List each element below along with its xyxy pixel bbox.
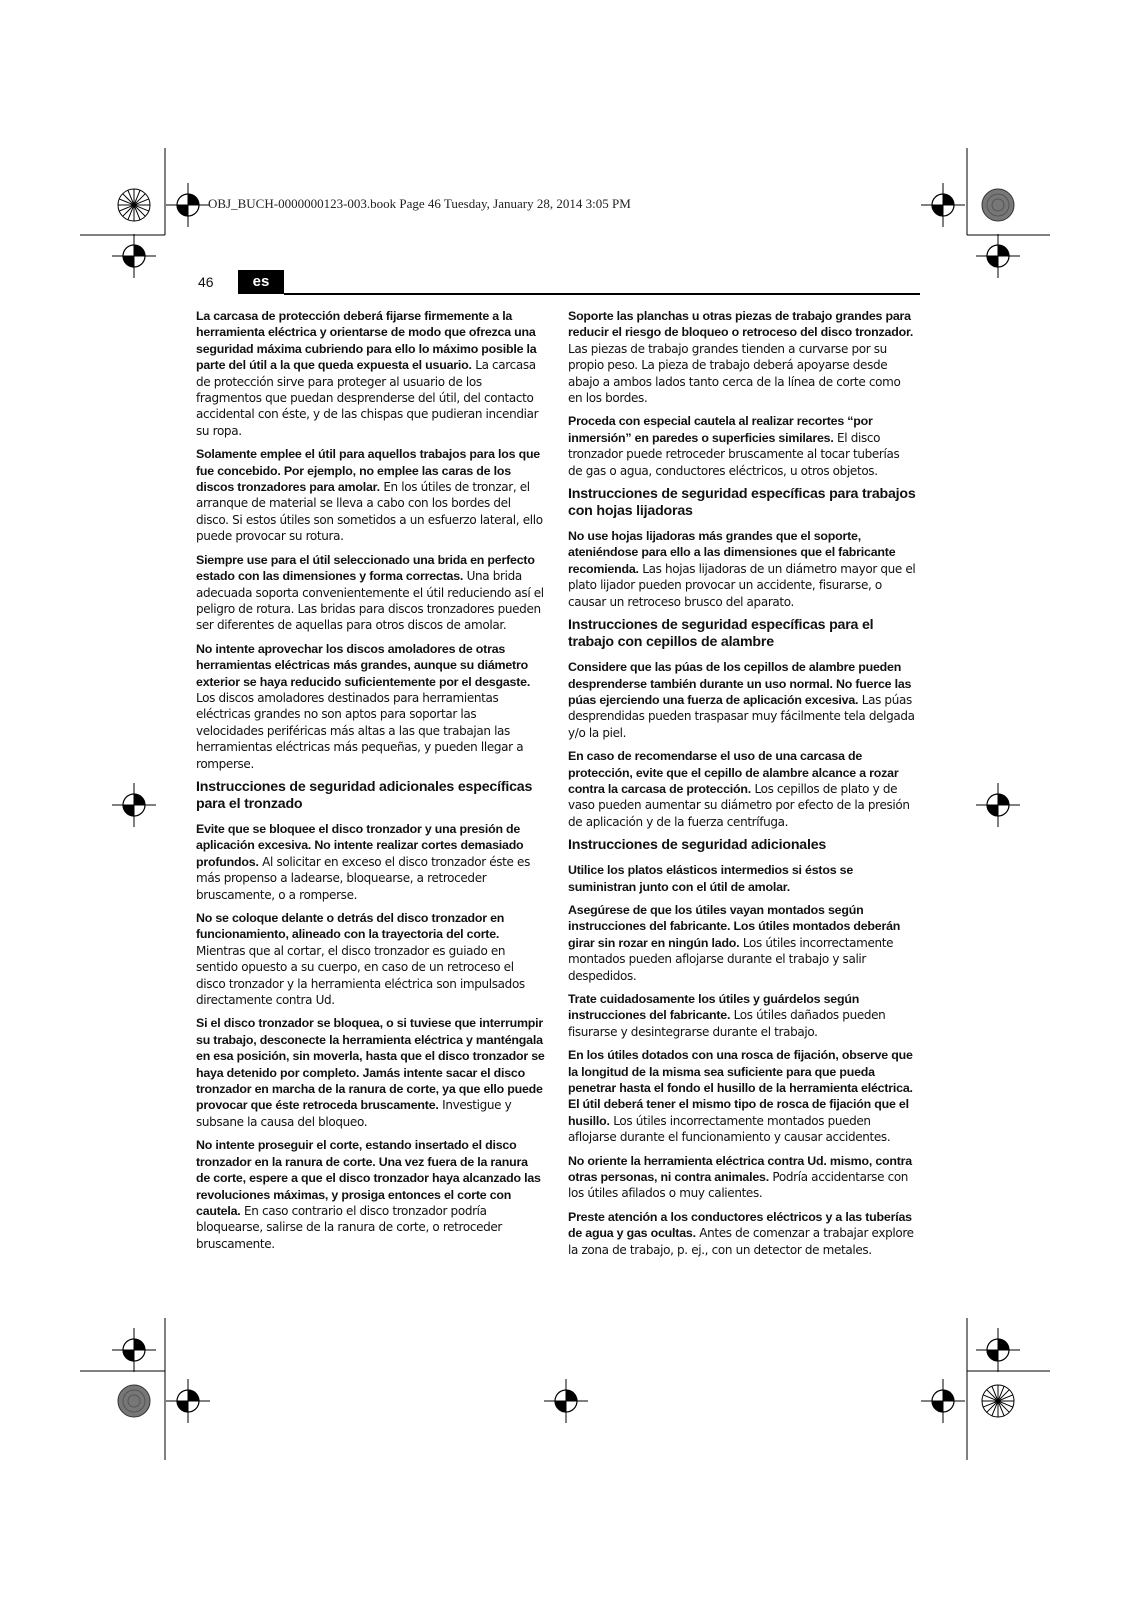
safety-warning: Solamente emplee el útil para aquellos trabajos para los que fue concebido. Por ejemplo, no emplee las caras de los discos tronzadores para amolar. [196, 447, 541, 495]
explanation-text: Las hojas lijadoras de un diámetro mayor que el plato lijador pueden provocar un accidente, fisurarse, o causar un retroceso brusco del aparato. [568, 561, 916, 609]
safety-paragraph [568, 413, 917, 479]
safety-warning: Trate cuidadosamente los útiles y guárdelos según instrucciones del fabricante. [568, 992, 860, 1023]
safety-warning: Soporte las planchas u otras piezas de trabajo grandes para reducir el riesgo de bloqueo o retroceso del disco tronzador. [568, 309, 914, 340]
safety-warning: Utilice los platos elásticos intermedios si éstos se suministran junto con el útil de amolar. [568, 863, 854, 894]
page-number: 46 [198, 274, 214, 290]
safety-paragraph [568, 1047, 917, 1145]
safety-warning: En los útiles dotados con una rosca de fijación, observe que la longitud de la misma sea suficiente para que pueda penetrar hasta el fondo el husillo de la herramienta eléctrica. El útil deberá tener el mismo tipo de rosca de fijación que el husillo. [568, 1048, 913, 1128]
left-column [196, 308, 545, 1259]
explanation-text: En caso contrario el disco tronzador podría bloquearse, salirse de la ranura de corte, o retroceder bruscamente. [196, 1203, 503, 1251]
safety-paragraph [568, 862, 917, 895]
safety-paragraph [568, 991, 917, 1040]
safety-paragraph [196, 552, 545, 634]
explanation-text: Al solicitar en exceso el disco tronzador éste es más propenso a ladearse, bloquearse, a retroceder bruscamente, o a romperse. [196, 854, 530, 902]
safety-warning: No oriente la herramienta eléctrica contra Ud. mismo, contra otras personas, ni contra animales. [568, 1153, 912, 1185]
safety-paragraph [568, 308, 917, 406]
safety-paragraph [568, 528, 917, 610]
safety-warning: Evite que se bloquee el disco tronzador y una presión de aplicación excesiva. No intente realizar cortes demasiado profundos. [196, 821, 524, 869]
safety-warning: Preste atención a los conductores eléctricos y a las tuberías de agua y gas ocultas. [568, 1209, 912, 1241]
safety-paragraph [196, 641, 545, 772]
explanation-text: Los cepillos de plato y de vaso pueden aumentar su diámetro por efecto de la presión de aplicación y de la fuerza centrífuga. [568, 781, 910, 829]
safety-warning: En caso de recomendarse el uso de una carcasa de protección, evite que el cepillo de alambre alcance a rozar contra la carcasa de protección. [568, 749, 899, 796]
section-heading: Instrucciones de seguridad específicas para el trabajo con cepillos de alambre [568, 617, 874, 651]
safety-warning: Considere que las púas de los cepillos de alambre pueden desprenderse también durante un uso normal. No fuerce las púas ejerciendo una fuerza de aplicación excesiva. [568, 660, 912, 707]
explanation-text: Los útiles incorrectamente montados pueden aflojarse durante el funcionamiento y causar accidentes. [568, 1113, 891, 1145]
explanation-text: Los útiles incorrectamente montados pueden aflojarse durante el trabajo y salir despedidos. [568, 935, 894, 983]
page-header [194, 268, 920, 296]
safety-paragraph [196, 308, 545, 439]
explanation-text: Los discos amoladores destinados para herramientas eléctricas grandes no son aptos para soportar las velocidades periféricas más altas a las que trabajan las herramientas eléctricas más pequeñas, y pueden llegar a romperse. [196, 690, 524, 771]
explanation-text: Investigue y subsane la causa del bloqueo. [196, 1098, 512, 1129]
safety-warning: La carcasa de protección deberá fijarse firmemente a la herramienta eléctrica y orientarse de modo que ofrezca una seguridad máxima cubriendo para ello lo máximo posible la parte del útil a la que queda expuesta el usuario. [196, 309, 537, 373]
language-tab: es [238, 270, 284, 294]
header-rule [284, 293, 920, 295]
safety-paragraph [196, 821, 545, 903]
explanation-text: Mientras que al cortar, el disco tronzador es guiado en sentido opuesto a su cuerpo, en caso de un retroceso el disco tronzador y la herramienta eléctrica son impulsados directamente contra Ud. [196, 943, 525, 1008]
explanation-text: La carcasa de protección sirve para proteger al usuario de los fragmentos que puedan desprenderse del útil, del contacto accidental con éste, y de las chispas que pudieran incendiar su ropa. [196, 358, 539, 438]
section-heading: Instrucciones de seguridad específicas para trabajos con hojas lijadoras [568, 486, 916, 520]
safety-warning: Asegúrese de que los útiles vayan montados según instrucciones del fabricante. Los útiles montados deberán girar sin rozar en ningún lado. [568, 902, 901, 950]
safety-paragraph [568, 748, 917, 830]
section-heading: Instrucciones de seguridad adicionales específicas para el tronzado [196, 778, 533, 812]
book-slug: OBJ_BUCH-0000000123-003.book Page 46 Tuesday, January 28, 2014 3:05 PM [208, 196, 631, 211]
explanation-text: Los útiles dañados pueden fisurarse y desintegrarse durante el trabajo. [568, 1008, 886, 1039]
explanation-text: Las púas desprendidas pueden traspasar muy fácilmente tela delgada y/o la piel. [568, 692, 915, 740]
right-column [568, 308, 917, 1265]
safety-paragraph [196, 1137, 545, 1252]
safety-warning: No use hojas lijadoras más grandes que el soporte, ateniéndose para ello a las dimensiones que el fabricante recomienda. [568, 529, 896, 576]
safety-paragraph [568, 1209, 917, 1258]
safety-warning: No intente aprovechar los discos amoladores de otras herramientas eléctricas más grandes, aunque su diámetro exterior se haya reducido suficientemente por el desgaste. [196, 641, 531, 689]
safety-paragraph [196, 910, 545, 1008]
safety-warning: Si el disco tronzador se bloquea, o si tuviese que interrumpir su trabajo, desconecte la herramienta eléctrica y manténgala en esa posición, sin moverla, hasta que el disco tronzador se haya detenido por completo. Jamás intente sacar el disco tronzador en marcha de la ranura de corte, ya que ello puede provocar que éste retroceda bruscamente. [196, 1016, 545, 1113]
explanation-text: Podría accidentarse con los útiles afilados o muy calientes. [568, 1170, 909, 1201]
safety-warning: No se coloque delante o detrás del disco tronzador en funcionamiento, alineado con la trayectoria del corte. [196, 911, 505, 942]
section-heading: Instrucciones de seguridad adicionales [568, 837, 827, 854]
safety-warning: No intente proseguir el corte, estando insertado el disco tronzador en la ranura de corte. Una vez fuera de la ranura de corte, espere a que el disco tronzador haya alcanzado las revoluciones máximas, y prosiga entonces el corte con cautela. [196, 1138, 541, 1218]
safety-warning: Siempre use para el útil seleccionado una brida en perfecto estado con las dimensiones y forma correctas. [196, 552, 535, 584]
safety-paragraph [196, 1015, 545, 1130]
safety-paragraph [568, 902, 917, 984]
safety-paragraph [568, 1153, 917, 1202]
explanation-text: Las piezas de trabajo grandes tienden a curvarse por su propio peso. La pieza de trabajo deberá apoyarse desde abajo a ambos lados tanto cerca de la línea de corte como en los bordes. [568, 341, 901, 406]
explanation-text: Antes de comenzar a trabajar explore la zona de trabajo, p. ej., con un detector de metales. [568, 1226, 914, 1257]
explanation-text: El disco tronzador puede retroceder bruscamente al tocar tuberías de gas o agua, conductores eléctricos, u otros objetos. [568, 430, 900, 478]
explanation-text: En los útiles de tronzar, el arranque de material se lleva a cabo con los bordes del disco. Si estos útiles son sometidos a un esfuerzo lateral, ello puede provocar su rotura. [196, 480, 543, 544]
safety-paragraph [196, 446, 545, 544]
safety-paragraph [568, 659, 917, 741]
safety-warning: Proceda con especial cautela al realizar recortes “por inmersión” en paredes o superficies similares. [568, 414, 873, 445]
explanation-text: Una brida adecuada soporta convenientemente el útil reduciendo así el peligro de rotura. Las bridas para discos tronzadores pueden ser diferentes de aquellas para otros discos de amolar. [196, 569, 544, 633]
